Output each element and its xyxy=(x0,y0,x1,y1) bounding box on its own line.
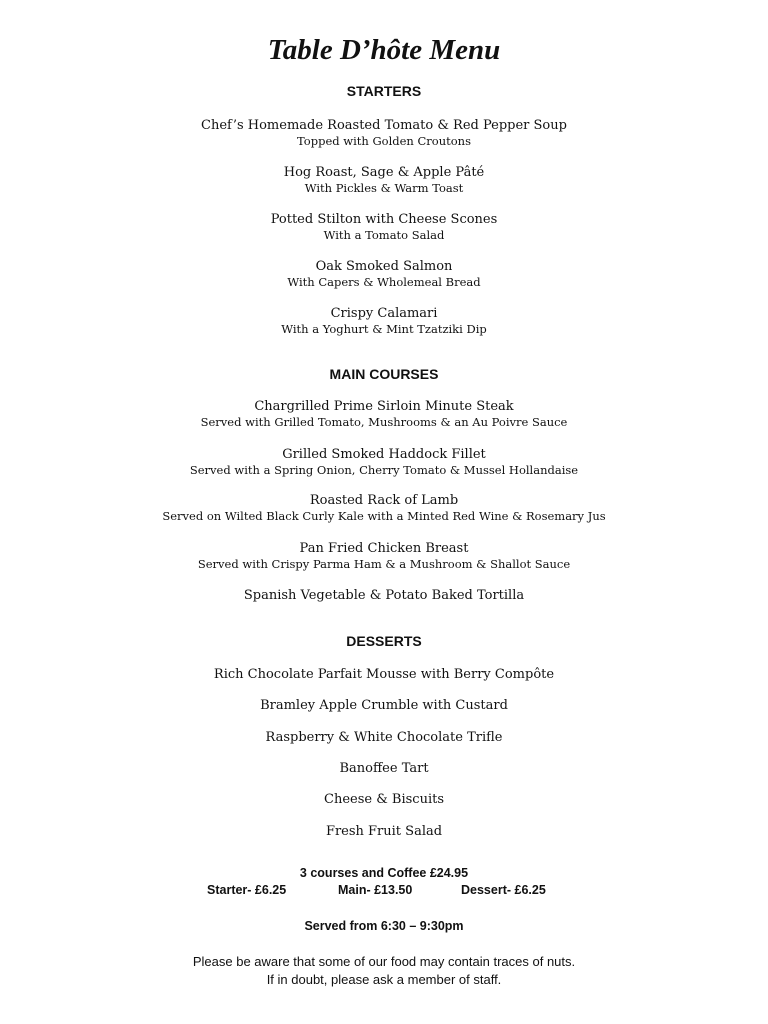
menu-item xyxy=(0,492,768,524)
menu-item xyxy=(0,540,768,572)
item-name: Crispy Calamari xyxy=(330,306,438,321)
allergy-notice-line1: Please be aware that some of our food may contain traces of nuts. xyxy=(192,954,576,969)
item-description: Served on Wilted Black Curly Kale with a Minted Red Wine & Rosemary Jus xyxy=(162,509,606,523)
menu-item xyxy=(0,164,768,196)
item-name: Pan Fried Chicken Breast xyxy=(299,541,469,556)
menu-item xyxy=(0,791,768,808)
item-name: Cheese & Biscuits xyxy=(324,792,444,807)
main-price: Main- £13.50 xyxy=(338,883,413,897)
menu-item xyxy=(0,211,768,243)
menu-item xyxy=(0,117,768,149)
item-description: Served with Crispy Parma Ham & a Mushroom & Shallot Sauce xyxy=(197,557,571,571)
item-name: Rich Chocolate Parfait Mousse with Berry Compôte xyxy=(213,667,555,682)
menu-item xyxy=(0,760,768,777)
item-name: Spanish Vegetable & Potato Baked Tortilla xyxy=(243,588,525,603)
item-name: Chargrilled Prime Sirloin Minute Steak xyxy=(254,399,514,414)
item-description: With a Yoghurt & Mint Tzatziki Dip xyxy=(281,322,487,336)
item-description: With a Tomato Salad xyxy=(323,228,445,242)
menu-item xyxy=(0,823,768,840)
item-name: Grilled Smoked Haddock Fillet xyxy=(282,447,486,462)
menu-item xyxy=(0,305,768,337)
item-description: Served with Grilled Tomato, Mushrooms & an Au Poivre Sauce xyxy=(200,415,568,429)
menu-item xyxy=(0,666,768,683)
section-heading-desserts: DESSERTS xyxy=(346,633,422,649)
page-title: Table D’hôte Menu xyxy=(267,34,501,66)
menu-item xyxy=(0,697,768,714)
item-name: Roasted Rack of Lamb xyxy=(309,493,459,508)
section-heading-starters: STARTERS xyxy=(346,83,422,99)
allergy-notice-line2: If in doubt, please ask a member of staff. xyxy=(266,972,502,987)
item-name: Fresh Fruit Salad xyxy=(325,824,443,839)
set-price: 3 courses and Coffee £24.95 xyxy=(299,866,469,880)
item-name: Bramley Apple Crumble with Custard xyxy=(260,698,508,713)
menu-item xyxy=(0,398,768,430)
item-description: Served with a Spring Onion, Cherry Tomato & Mussel Hollandaise xyxy=(189,463,579,477)
menu-item xyxy=(0,587,768,604)
starter-price: Starter- £6.25 xyxy=(207,883,287,897)
item-name: Oak Smoked Salmon xyxy=(315,259,453,274)
item-name: Hog Roast, Sage & Apple Pâté xyxy=(283,165,485,180)
item-name: Potted Stilton with Cheese Scones xyxy=(270,212,498,227)
served-times: Served from 6:30 – 9:30pm xyxy=(304,919,464,933)
item-name: Banoffee Tart xyxy=(339,761,429,776)
menu-item xyxy=(0,446,768,478)
dessert-price: Dessert- £6.25 xyxy=(461,883,546,897)
item-description: With Pickles & Warm Toast xyxy=(304,181,464,195)
menu-item xyxy=(0,258,768,290)
section-heading-main-courses: MAIN COURSES xyxy=(329,366,439,382)
menu-item xyxy=(0,729,768,746)
item-name: Raspberry & White Chocolate Trifle xyxy=(265,730,503,745)
item-name: Chef’s Homemade Roasted Tomato & Red Pepper Soup xyxy=(201,118,567,133)
item-description: With Capers & Wholemeal Bread xyxy=(287,275,481,289)
item-description: Topped with Golden Croutons xyxy=(297,134,471,148)
